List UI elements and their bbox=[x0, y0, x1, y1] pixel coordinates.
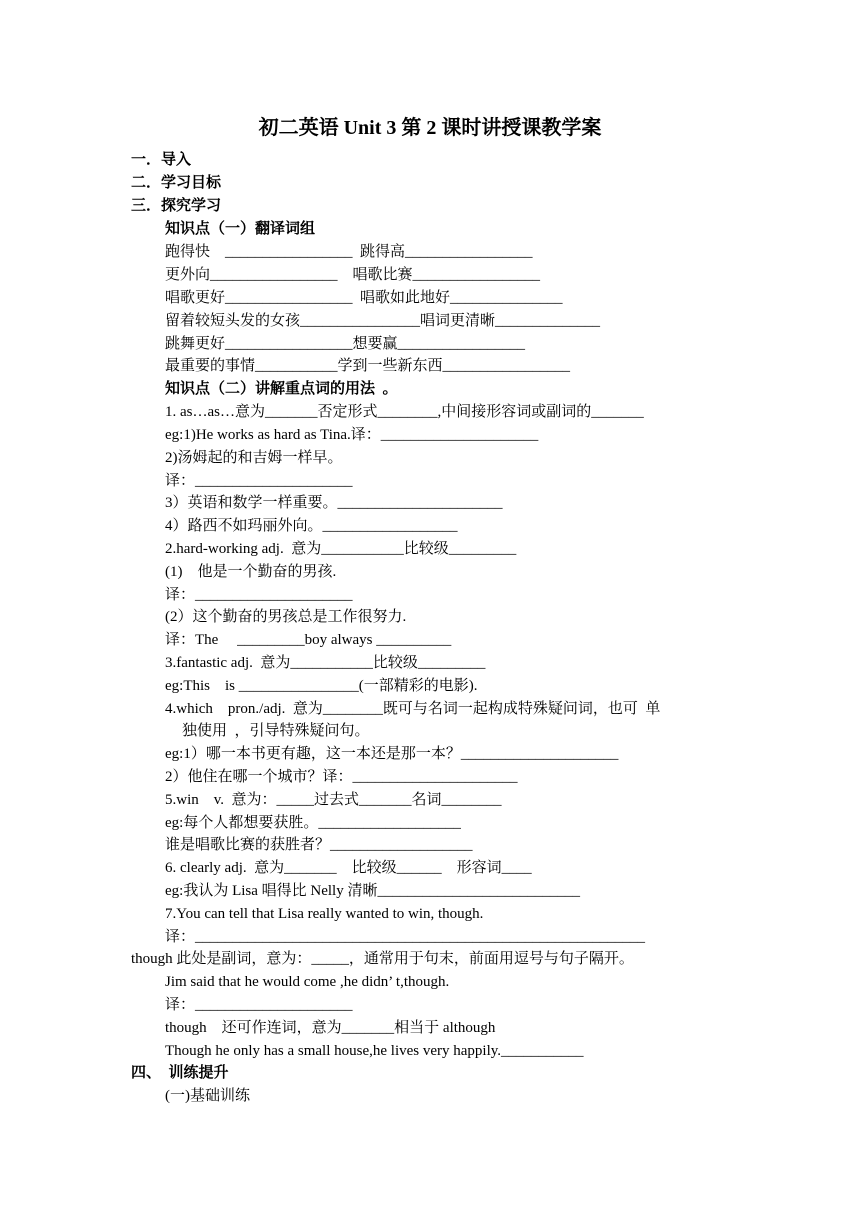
text-line: 7.You can tell that Lisa really wanted to win, though. bbox=[165, 906, 484, 922]
text-line: 谁是唱歌比赛的获胜者？___________________ bbox=[165, 837, 473, 853]
text-line: 留着较短头发的女孩________________唱词更清晰______________ bbox=[165, 313, 601, 329]
text-line: 4.which pron./adj. 意为________既可与名词一起构成特殊疑问词，也可 单 bbox=[165, 701, 661, 717]
text-line: though 还可作连词，意为_______相当于 although bbox=[165, 1020, 496, 1036]
subsection-heading: 知识点（二）讲解重点词的用法 。 bbox=[165, 381, 398, 397]
text-line: 2)汤姆起的和吉姆一样早。 bbox=[165, 450, 343, 466]
text-line: 5.win v. 意为：_____过去式_______名词________ bbox=[165, 792, 502, 808]
text-line: 2.hard-working adj. 意为___________比较级_________ bbox=[165, 541, 517, 557]
page-title: 初二英语 Unit 3 第 2 课时讲授课教学案 bbox=[258, 117, 602, 139]
text-line: 3.fantastic adj. 意为___________比较级_________ bbox=[165, 655, 486, 671]
text-line: eg:1)He works as hard as Tina.译：_____________________ bbox=[165, 427, 539, 443]
section-heading: 四、 训练提升 bbox=[131, 1065, 229, 1081]
text-line: (2）这个勤奋的男孩总是工作很努力. bbox=[165, 609, 407, 625]
text-line: eg:我认为 Lisa 唱得比 Nelly 清晰___________________________ bbox=[165, 883, 580, 899]
text-line: (1) 他是一个勤奋的男孩. bbox=[165, 564, 337, 580]
text-line: eg:This is ________________(一部精彩的电影). bbox=[165, 678, 478, 694]
text-line: 2）他住在哪一个城市？译：______________________ bbox=[165, 769, 518, 785]
text-line: eg:每个人都想要获胜。___________________ bbox=[165, 815, 461, 831]
text-line: 跑得快 _________________ 跳得高_________________ bbox=[165, 244, 533, 260]
text-line: 跳舞更好_________________想要赢_________________ bbox=[165, 336, 526, 352]
text-line: 独使用 ，引导特殊疑问句。 bbox=[182, 723, 370, 739]
text-line: 3）英语和数学一样重要。______________________ bbox=[165, 495, 503, 511]
text-line: Jim said that he would come ,he didn’ t,though. bbox=[165, 974, 450, 990]
text-line: 译：_____________________ bbox=[165, 997, 353, 1013]
text-line: 更外向_________________ 唱歌比赛_________________ bbox=[165, 267, 541, 283]
section-heading: 三．探究学习 bbox=[131, 198, 222, 214]
text-line: eg:1）哪一本书更有趣，这一本还是那一本？_____________________ bbox=[165, 746, 619, 762]
text-line: 4）路西不如玛丽外向。__________________ bbox=[165, 518, 458, 534]
text-line: 译：_____________________ bbox=[165, 587, 353, 603]
section-heading: 一．导入 bbox=[131, 152, 192, 168]
text-line: (一)基础训练 bbox=[165, 1088, 250, 1104]
text-line: Though he only has a small house,he lives very happily.___________ bbox=[165, 1043, 584, 1059]
text-line: 译：____________________________________________________________ bbox=[165, 929, 646, 945]
text-line: 译：The _________boy always __________ bbox=[165, 632, 452, 648]
text-line: though 此处是副词，意为：_____，通常用于句末，前面用逗号与句子隔开。 bbox=[131, 951, 634, 967]
text-line: 1. as…as…意为_______否定形式________,中间接形容词或副词的_______ bbox=[165, 404, 644, 420]
text-line: 唱歌更好_________________ 唱歌如此地好_______________ bbox=[165, 290, 563, 306]
text-line: 最重要的事情___________学到一些新东西_________________ bbox=[165, 358, 571, 374]
text-line: 译：_____________________ bbox=[165, 473, 353, 489]
subsection-heading: 知识点（一）翻译词组 bbox=[165, 221, 316, 237]
section-heading: 二．学习目标 bbox=[131, 175, 222, 191]
text-line: 6. clearly adj. 意为_______ 比较级______ 形容词____ bbox=[165, 860, 532, 876]
